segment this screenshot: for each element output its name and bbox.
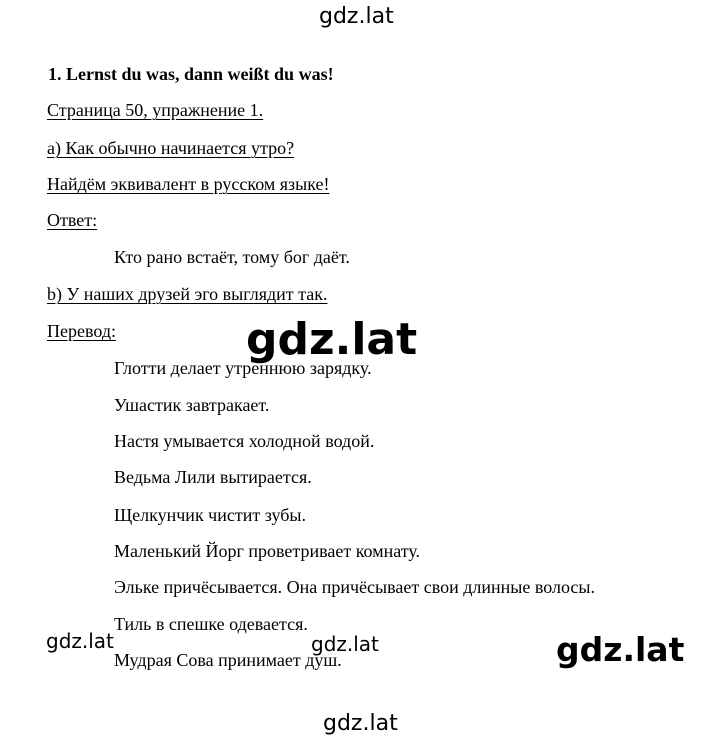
watermark-lower-right: gdz.lat xyxy=(556,630,685,669)
watermark-lower-left: gdz.lat xyxy=(46,629,114,653)
watermark-bottom: gdz.lat xyxy=(323,711,398,736)
translation-line: Щелкунчик чистит зубы. xyxy=(114,505,306,525)
translation-line: Мудрая Сова принимает душ. xyxy=(114,650,342,670)
translation-line: Настя умывается холодной водой. xyxy=(114,431,375,451)
watermark-center: gdz.lat xyxy=(246,314,418,365)
translation-line: Маленький Йорг проветривает комнату. xyxy=(114,541,421,561)
translation-line: Тиль в спешке одевается. xyxy=(114,614,308,634)
translation-line: Ведьма Лили вытирается. xyxy=(114,467,312,487)
part-b-heading: b) У наших друзей эго выглядит так. xyxy=(47,284,328,304)
watermark-top: gdz.lat xyxy=(319,4,394,29)
part-a-question: а) Как обычно начинается утро? xyxy=(47,138,295,158)
watermark-lower-middle: gdz.lat xyxy=(311,632,379,656)
translation-label: Перевод: xyxy=(47,321,116,341)
answer-text: Кто рано встаёт, тому бог даёт. xyxy=(114,247,350,267)
translation-line: Эльке причёсывается. Она причёсывает свои длинные волосы. xyxy=(114,577,595,597)
translation-line: Глотти делает утреннюю зарядку. xyxy=(114,358,372,378)
answer-label: Ответ: xyxy=(47,210,98,230)
instruction-text: Найдём эквивалент в русском языке! xyxy=(47,174,330,194)
page-reference: Страница 50, упражнение 1. xyxy=(47,100,264,120)
document-title: 1. Lernst du was, dann weißt du was! xyxy=(48,64,334,84)
translation-line: Ушастик завтракает. xyxy=(114,395,270,415)
